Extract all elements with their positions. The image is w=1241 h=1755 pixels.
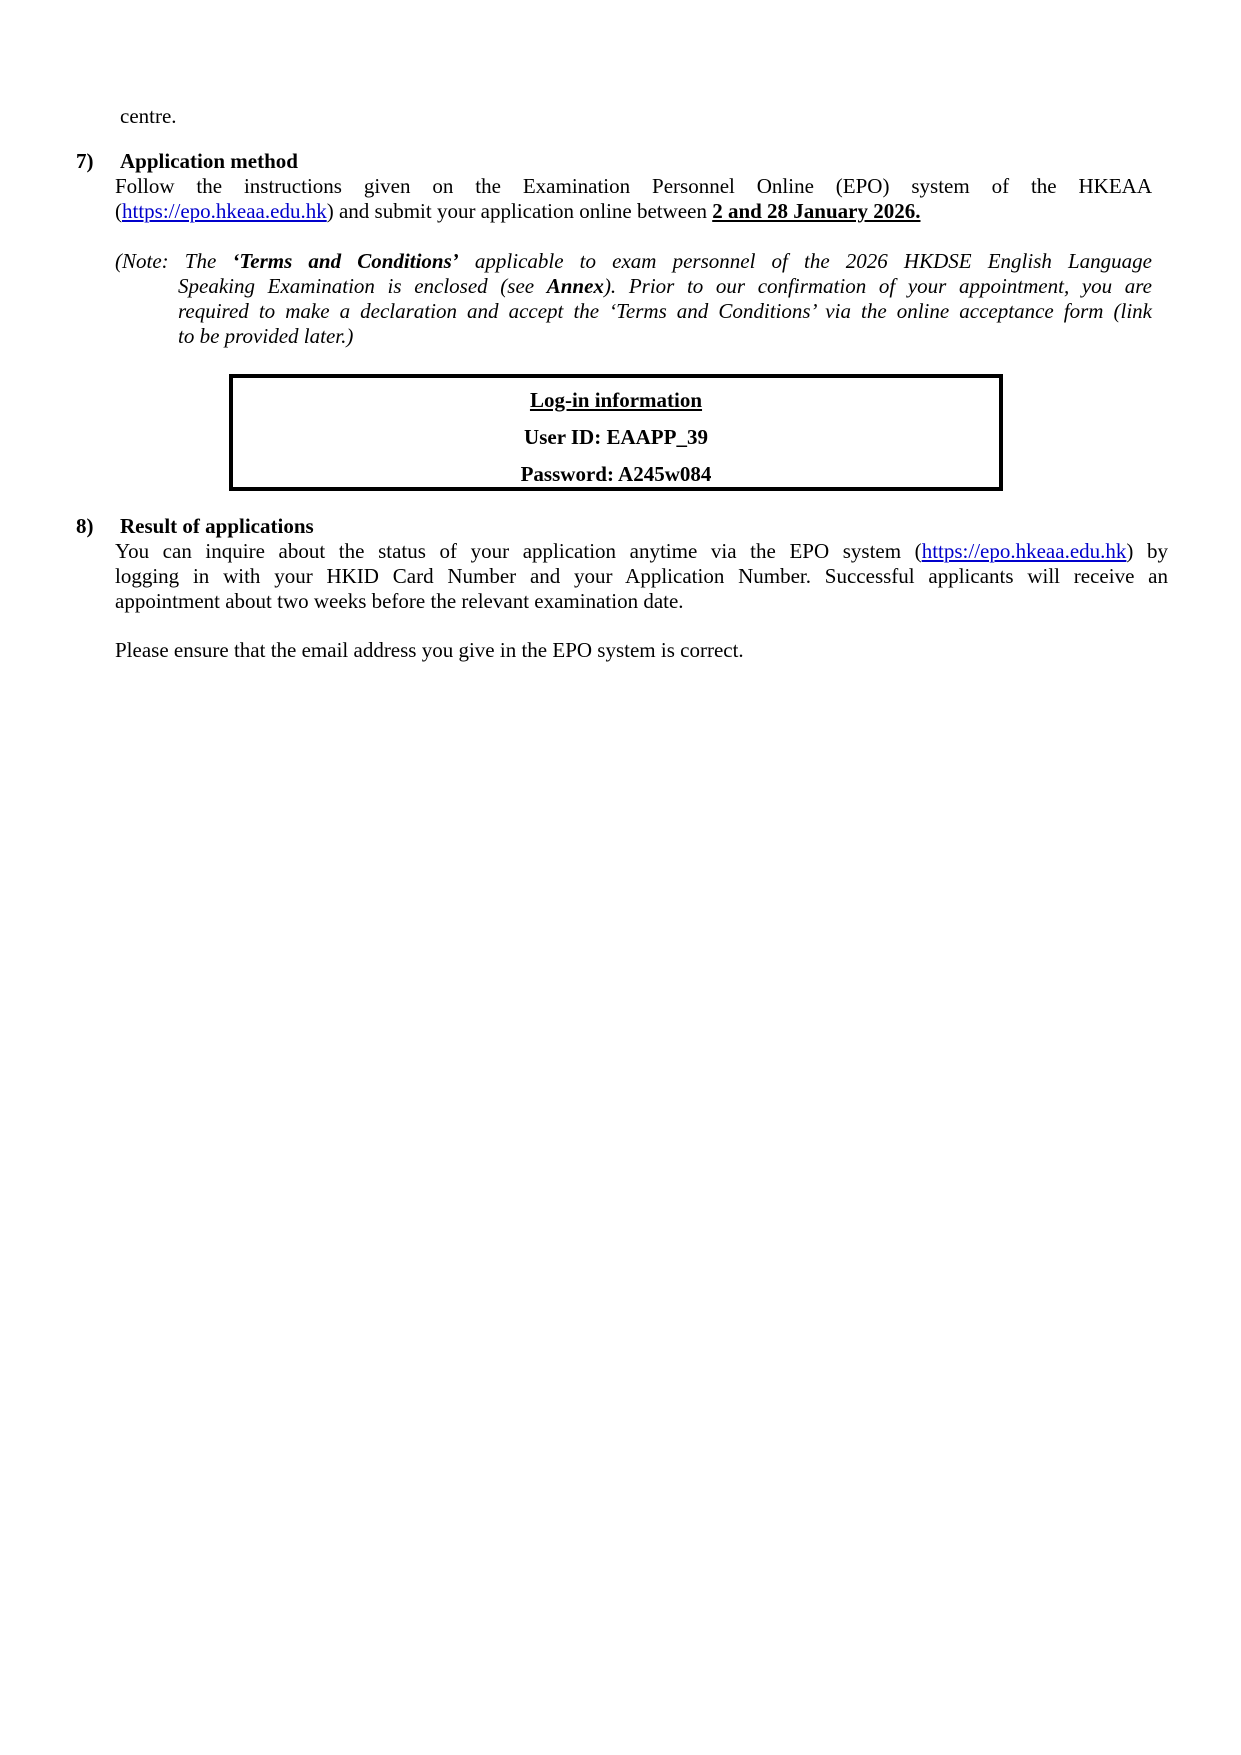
password: Password: A245w084 [520, 462, 712, 486]
section-8-line-4: Please ensure that the email address you give in the EPO system is correct. [115, 638, 744, 662]
section-7-line-2 [115, 199, 921, 224]
note-text: Speaking Examination is enclosed (see [178, 274, 547, 298]
note-line-2 [178, 274, 1152, 299]
section-8-text: You can inquire about the status of your application anytime via the EPO system ( [115, 539, 922, 563]
note-line-1 [115, 249, 1152, 274]
note-text: applicable to exam personnel of the 2026 HKDSE English Language [458, 249, 1152, 273]
section-7-number: 7) [76, 149, 94, 173]
section-8-title: Result of applications [120, 514, 314, 538]
annex-text: Annex [546, 274, 604, 298]
section-8-text: ) by [1126, 539, 1168, 563]
note-line-4: to be provided later.) [178, 324, 354, 348]
continued-text: centre. [120, 104, 177, 128]
open-paren: ( [115, 199, 122, 223]
section-7-title: Application method [120, 149, 298, 173]
section-8-number: 8) [76, 514, 94, 538]
note-text: ). Prior to our confirmation of your appointment, you are [603, 274, 1152, 298]
section-7-line-2-text: ) and submit your application online between [326, 199, 713, 223]
note-text: (Note: The [115, 249, 233, 273]
terms-and-conditions-text: ‘Terms and Conditions’ [232, 249, 459, 273]
note-line-3: required to make a declaration and accept the ‘Terms and Conditions’ via the online acceptance form (link [178, 299, 1152, 323]
section-8-line-3: appointment about two weeks before the relevant examination date. [115, 589, 684, 613]
user-id: User ID: EAAPP_39 [524, 425, 708, 449]
section-7-line-1: Follow the instructions given on the Examination Personnel Online (EPO) system of the HKEAA [115, 174, 1152, 198]
section-8-line-2: logging in with your HKID Card Number and your Application Number. Successful applicants will receive an [115, 564, 1168, 588]
application-deadline: 2 and 28 January 2026. [712, 199, 921, 223]
epo-link[interactable]: https://epo.hkeaa.edu.hk [122, 199, 327, 223]
epo-link-2[interactable]: https://epo.hkeaa.edu.hk [921, 539, 1127, 563]
section-8-line-1 [115, 539, 1168, 564]
login-info-title: Log-in information [529, 388, 703, 412]
login-info-box [229, 374, 1003, 491]
